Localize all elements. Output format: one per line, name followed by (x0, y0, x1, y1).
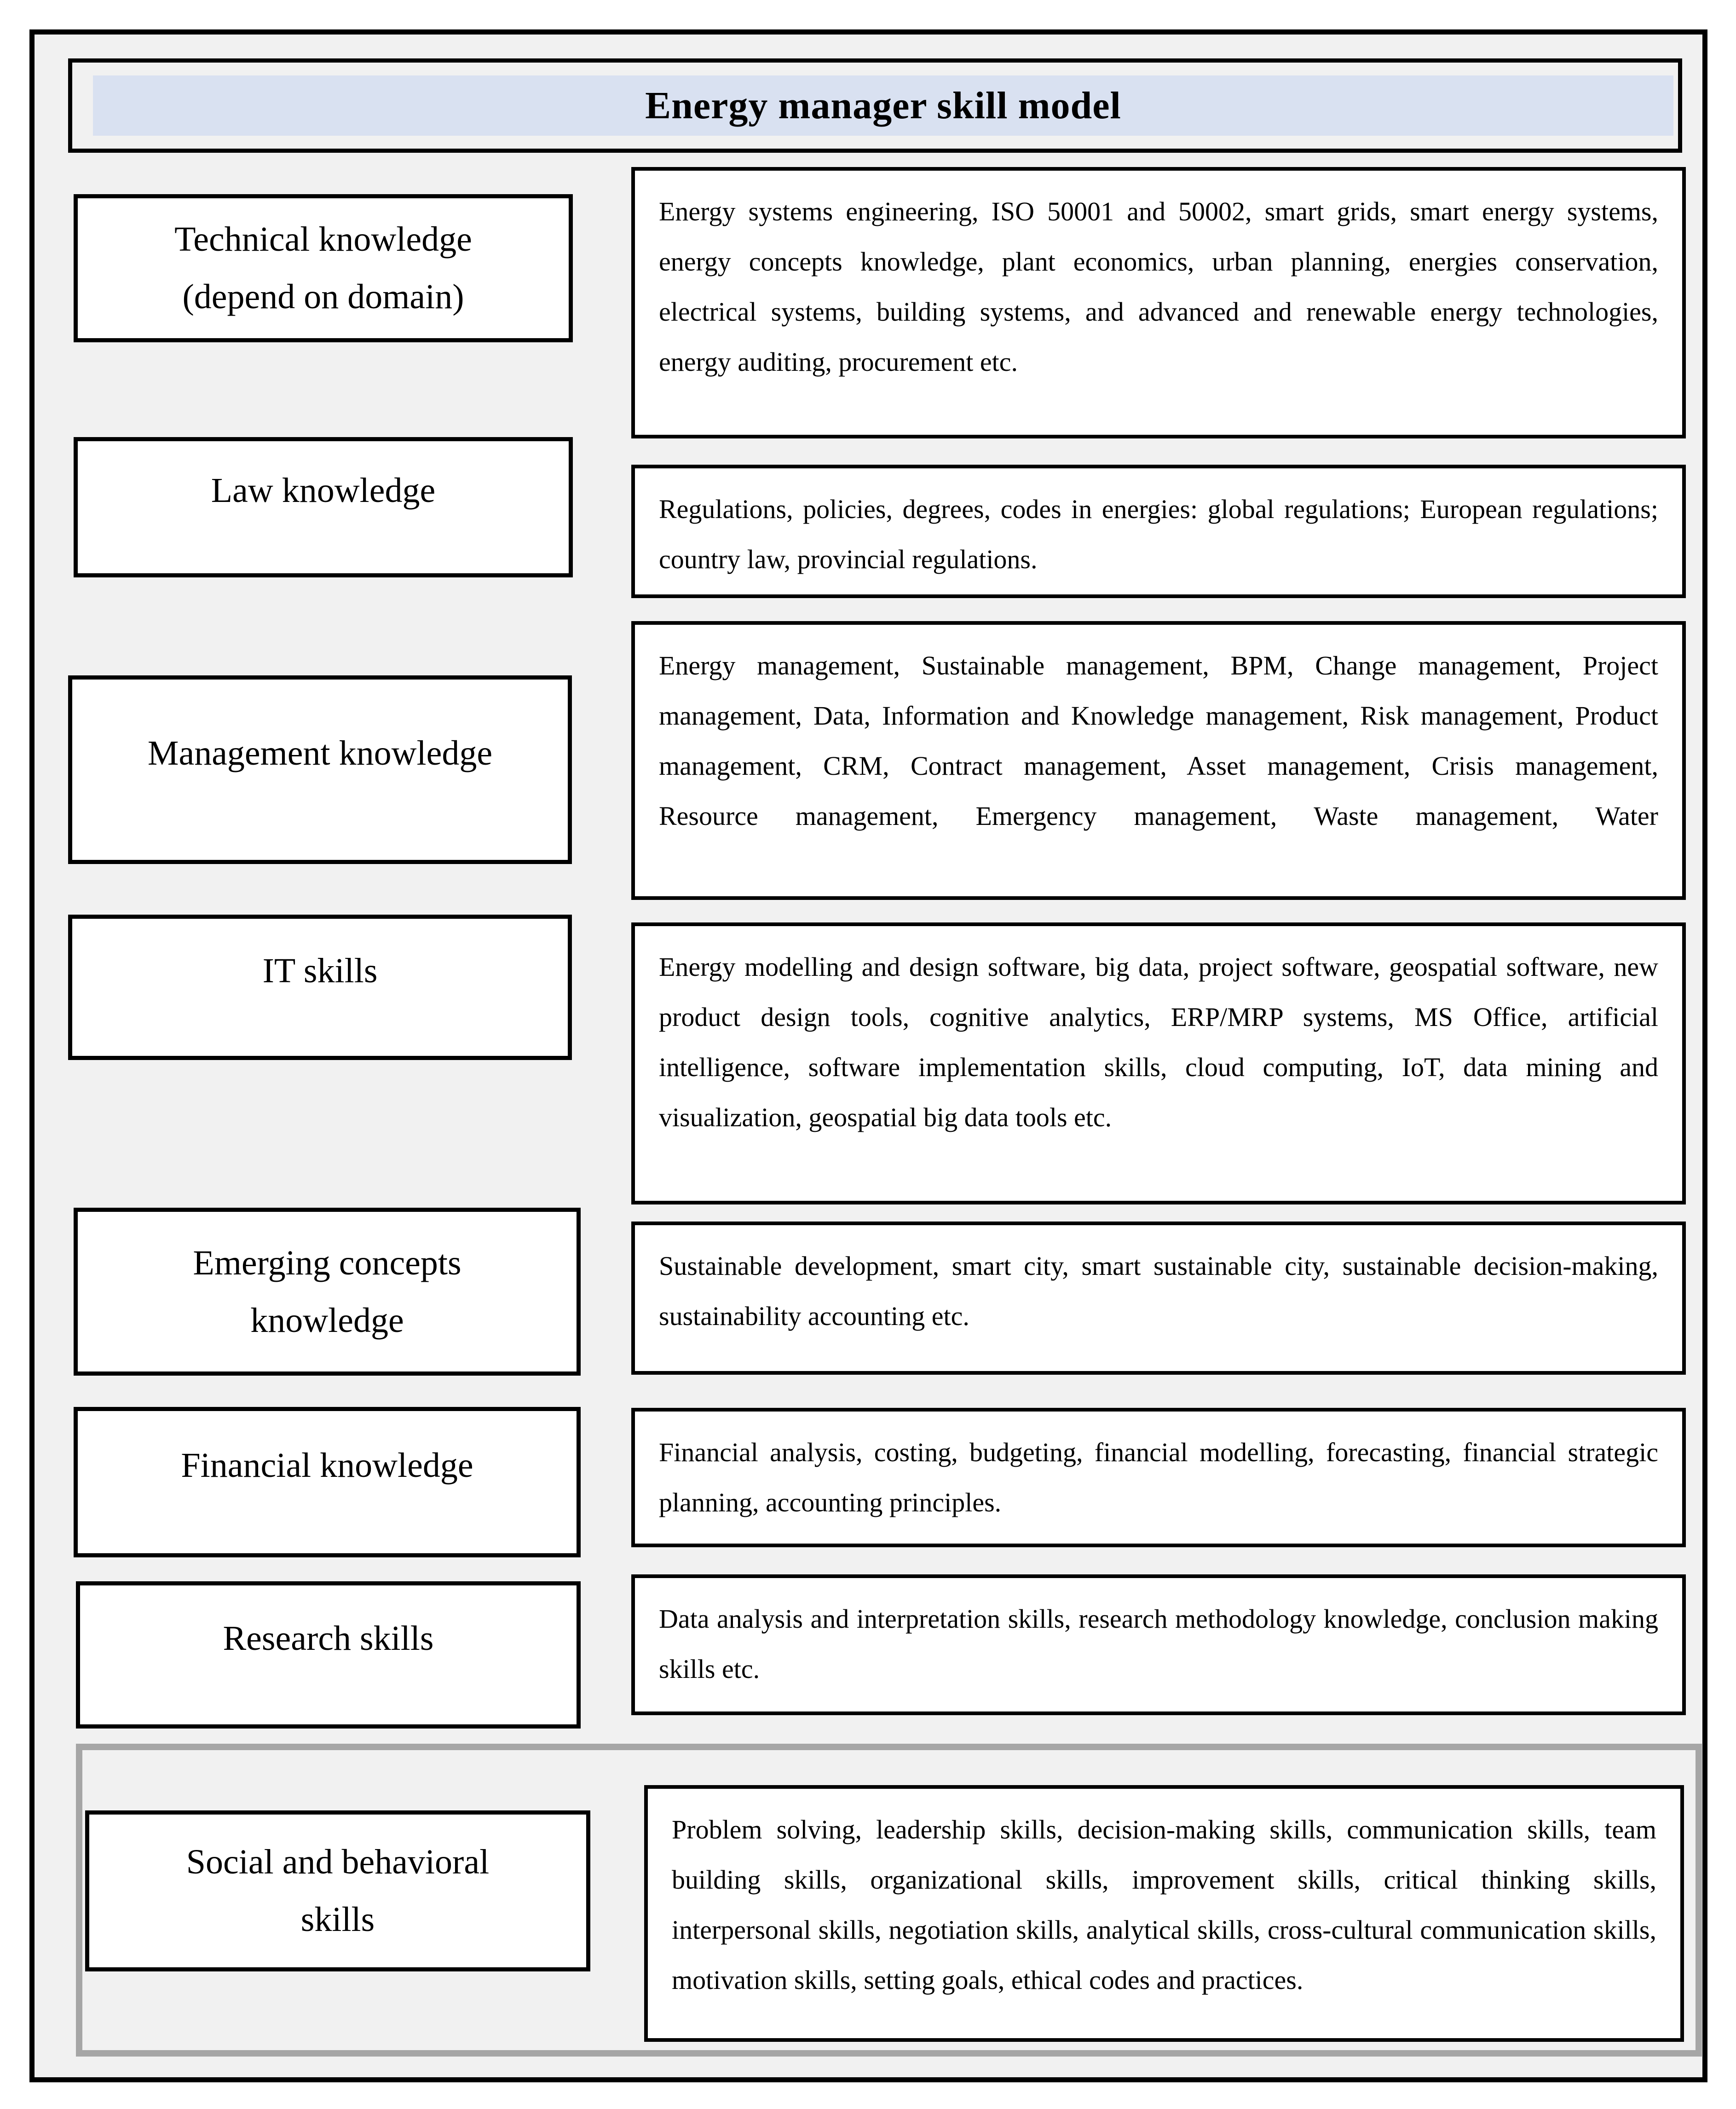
description-financial-knowledge (631, 1408, 1686, 1547)
category-label: Technical knowledge (174, 220, 472, 259)
description-text: Energy modelling and design software, big data, project software, geospatial software, new product design tools, cognitive analytics, ERP/MRP systems, MS Office, artificial intelligence, software implementation skills, cloud computing, IoT, data mining and visualization, geospatial big data tools etc. (659, 952, 1658, 1132)
description-social-behavioral-skills (644, 1785, 1684, 2042)
title-highlight (93, 75, 1673, 136)
description-law-knowledge (631, 465, 1686, 598)
category-it-skills (68, 915, 572, 1060)
category-label: Emerging concepts (193, 1243, 461, 1282)
category-label: IT skills (262, 951, 378, 990)
description-it-skills (631, 922, 1686, 1204)
description-text: Problem solving, leadership skills, decision-making skills, communication skills, team building skills, organizational skills, improvement skills, critical thinking skills, interpersonal skills, negotiation skills, analytical skills, cross-cultural communication skills, motivation skills, setting goals, ethical codes and practices. (672, 1815, 1656, 1995)
description-text: Energy management, Sustainable management, BPM, Change management, Project management, Data, Information and Knowledge management, Risk management, Product management, CRM, Contract management, Asset management, Crisis management, Resource management, Emergency management, Waste management, Water (659, 651, 1658, 831)
description-technical-knowledge (631, 167, 1686, 438)
category-label: Research skills (223, 1619, 434, 1658)
category-label-line2: (depend on domain) (182, 277, 464, 316)
description-emerging-concepts-knowledge (631, 1222, 1686, 1375)
category-research-skills (76, 1581, 581, 1729)
category-technical-knowledge (74, 194, 573, 342)
category-label-line2: skills (300, 1900, 375, 1939)
category-social-behavioral-skills (85, 1810, 590, 1971)
category-law-knowledge (74, 437, 573, 577)
category-label: Law knowledge (211, 471, 436, 510)
category-management-knowledge (68, 675, 572, 864)
category-label: Social and behavioral (186, 1843, 490, 1882)
category-emerging-concepts-knowledge (74, 1208, 581, 1376)
description-text: Data analysis and interpretation skills, research methodology knowledge, conclusion making skills etc. (659, 1604, 1658, 1684)
title-box (68, 58, 1682, 153)
category-label: Financial knowledge (181, 1446, 473, 1485)
category-label-line2: knowledge (250, 1301, 404, 1340)
description-research-skills (631, 1574, 1686, 1715)
description-text: Regulations, policies, degrees, codes in energies: global regulations; European regulations; country law, provincial regulations. (659, 494, 1658, 574)
diagram-title: Energy manager skill model (645, 84, 1121, 127)
category-financial-knowledge (74, 1407, 581, 1557)
description-text: Financial analysis, costing, budgeting, financial modelling, forecasting, financial strategic planning, accounting principles. (659, 1437, 1658, 1517)
description-management-knowledge (631, 621, 1686, 900)
category-label: Management knowledge (147, 733, 493, 772)
description-text: Energy systems engineering, ISO 50001 and 50002, smart grids, smart energy systems, energy concepts knowledge, plant economics, urban planning, energies conservation, electrical systems, building systems, and advanced and renewable energy technologies, energy auditing, procurement etc. (659, 196, 1658, 377)
description-text: Sustainable development, smart city, smart sustainable city, sustainable decision-making, sustainability accounting etc. (659, 1251, 1658, 1331)
